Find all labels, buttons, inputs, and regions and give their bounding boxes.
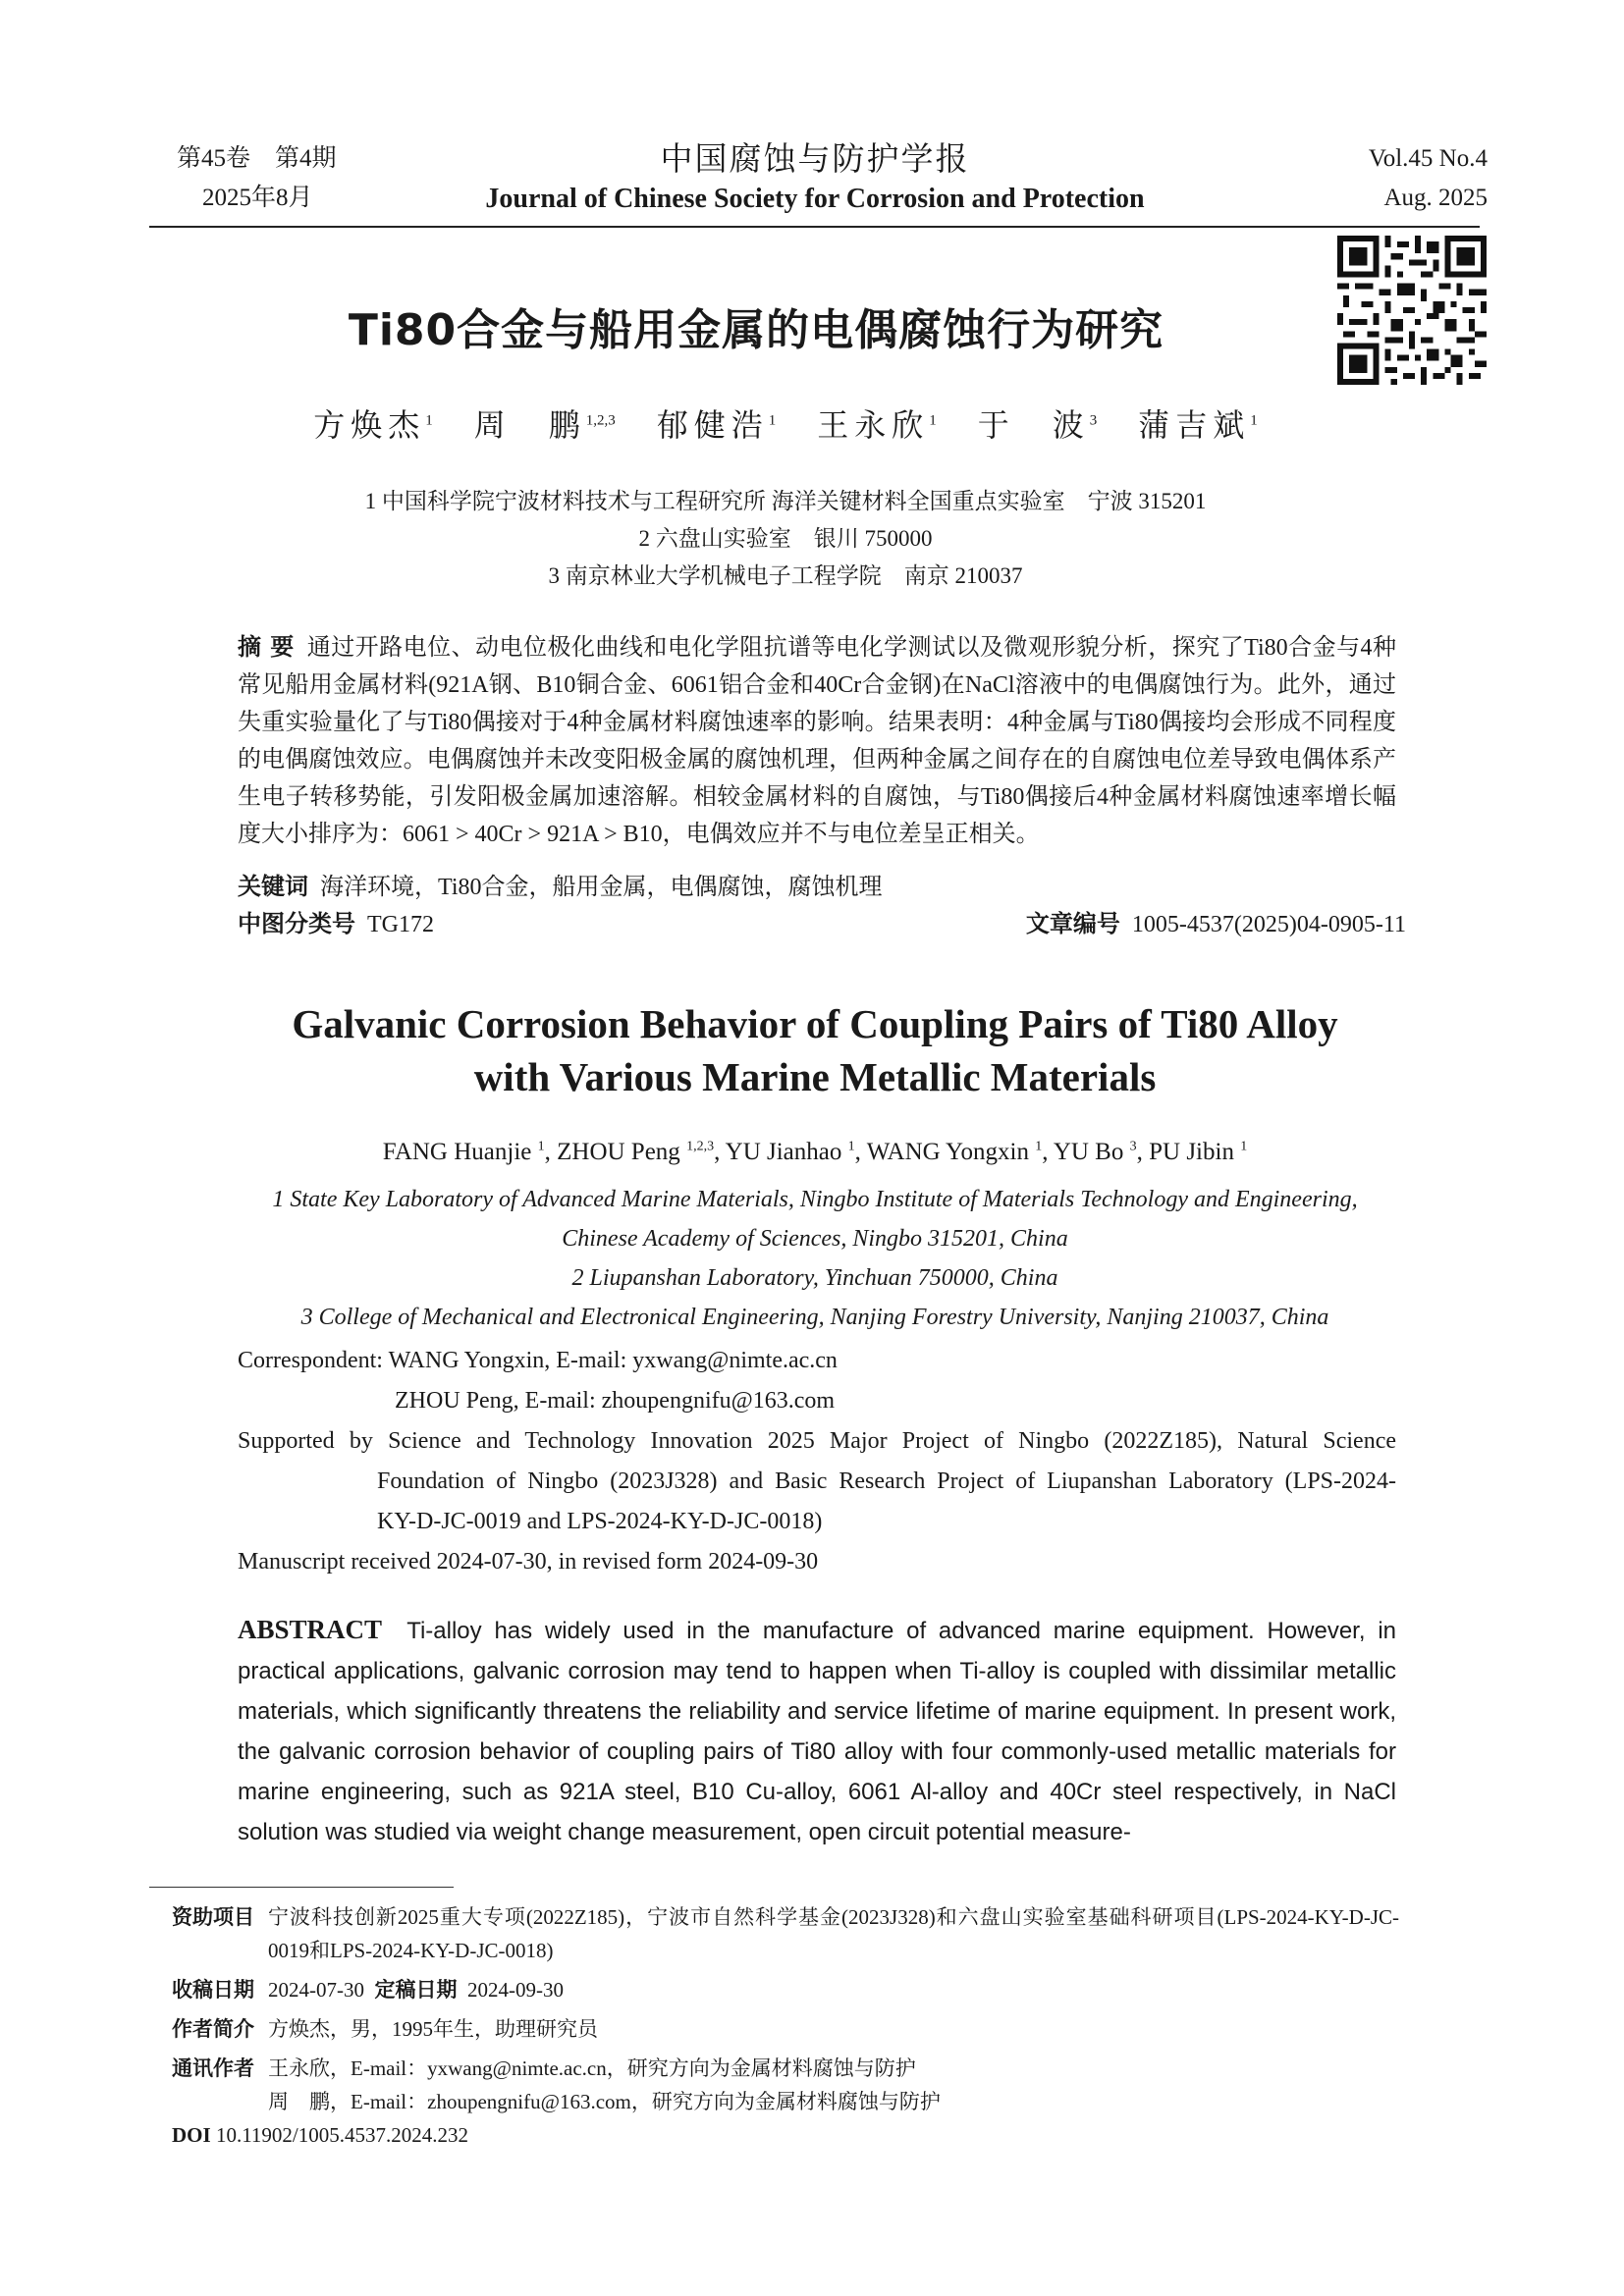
footnote-funding: [172, 1900, 1399, 1967]
date-cn: 2025年8月: [202, 185, 313, 211]
volume-issue-en: Vol.45 No.4: [1368, 145, 1488, 172]
corresponding-line: 王永欣，E-mail：yxwang@nimte.ac.cn，研究方向为金属材料腐蚀与防护: [268, 2056, 916, 2080]
affiliation-en: 3 College of Mechanical and Electronical Engineering, Nanjing Forestry University, Nanjing 210037, China: [300, 1305, 1329, 1330]
article-number-row: [994, 905, 1406, 943]
supported-by-line: Foundation of Ningbo (2023J328) and Basic Research Project of Liupanshan Laboratory (LPS-2024-: [377, 1468, 1396, 1494]
correspondent-line: WANG Yongxin, E-mail: yxwang@nimte.ac.cn: [388, 1348, 838, 1373]
title-en-line: Galvanic Corrosion Behavior of Coupling Pairs of Ti80 Alloy: [292, 1001, 1338, 1046]
supported-by-line: Science and Technology Innovation 2025 Major Project of Ningbo (2022Z185), Natural Science: [388, 1428, 1397, 1454]
title-en-line: with Various Marine Metallic Materials: [473, 1054, 1157, 1099]
journal-name-cn: 中国腐蚀与防护学报: [660, 142, 970, 178]
author-en: YU Jianhao $^1$: [725, 1139, 855, 1165]
title-en: [147, 997, 1483, 1103]
date-en: Aug. 2025: [1383, 185, 1488, 211]
header-center: [422, 133, 1208, 215]
doi-value: 10.11902/1005.4537.2024.232: [215, 2123, 468, 2147]
affiliation-cn: 1 中国科学院宁波材料技术与工程研究所 海洋关键材料全国重点实验室 宁波 315201: [364, 489, 1207, 513]
correspondent-block: [238, 1341, 1396, 1421]
footnote-author: [172, 2012, 1399, 2046]
corresponding-label: 通讯作者: [172, 2056, 254, 2080]
classification-label: 中图分类号: [238, 910, 355, 937]
affiliation-cn: 2 六盘山实验室 银川 750000: [638, 526, 933, 551]
keywords-cn-label: 关键词: [238, 873, 308, 900]
abstract-cn-text: 通过开路电位、动电位极化曲线和电化学阻抗谱等电化学测试以及微观形貌分析，探究了Ti80合金与4种常见船用金属材料(921A钢、B10铜合金、6061铝合金和40Cr合金钢)在NaCl溶液中的电偶腐蚀行为。此外，通过失重实验量化了与Ti80偶接对于4种金属材料腐蚀速率的影响。结果表明：4种金属与Ti80偶接均会形成不同程度的电偶腐蚀效应。电偶腐蚀并未改变阳极金属的腐蚀机理，但两种金属之间存在的自腐蚀电位差导致电偶体系产生电子转移势能，引发阳极金属加速溶解。相较金属材料的自腐蚀，与Ti80偶接后4种金属材料腐蚀速率增长幅度大小排序为：6061 > 40Cr > 921A > B10，电偶效应并不与电位差呈正相关。: [238, 635, 1397, 847]
correspondent-line: ZHOU Peng, E-mail: zhoupengnifu@163.com: [395, 1388, 836, 1414]
author-en: ZHOU Peng $^{1,2,3}$: [557, 1139, 715, 1165]
header-right: [1276, 139, 1488, 218]
keywords-cn: [238, 868, 1396, 906]
article-number-label: 文章编号: [1025, 910, 1120, 937]
correspondent-label: Correspondent:: [238, 1348, 383, 1373]
author-cn: 王永欣$^1$: [817, 407, 937, 443]
author-bio-label: 作者简介: [172, 2017, 254, 2041]
author-en: PU Jibin $^1$: [1149, 1139, 1248, 1165]
affiliations-cn: [226, 483, 1345, 595]
received-value: 2024-07-30: [268, 1978, 364, 2002]
corresponding-line: 周 鹏，E-mail：zhoupengnifu@163.com，研究方向为金属材料腐蚀与防护: [268, 2090, 941, 2113]
qr-code: [1337, 236, 1487, 385]
funding-label: 资助项目: [172, 1905, 254, 1929]
author-en: WANG Yongxin $^1$: [866, 1139, 1043, 1165]
journal-name-en: Journal of Chinese Society for Corrosion and Protection: [485, 184, 1145, 214]
abstract-en-label: ABSTRACT: [238, 1615, 383, 1644]
final-label: 定稿日期: [374, 1978, 458, 2002]
affiliation-cn: 3 南京林业大学机械电子工程学院 南京 210037: [548, 563, 1023, 588]
supported-by-label: Supported by: [238, 1428, 373, 1454]
author-cn: 于 波$^3$: [977, 407, 1098, 443]
author-en: YU Bo $^3$: [1053, 1139, 1137, 1165]
author-en: FANG Huanjie $^1$: [382, 1139, 545, 1165]
keywords-cn-text: 海洋环境，Ti80合金，船用金属，电偶腐蚀，腐蚀机理: [320, 875, 883, 900]
affiliation-en: 1 State Key Laboratory of Advanced Marine Materials, Ningbo Institute of Materials Technology and Engineering,: [272, 1187, 1358, 1212]
final-value: 2024-09-30: [467, 1978, 564, 2002]
funding-text: 宁波科技创新2025重大专项(2022Z185)，宁波市自然科学基金(2023J328)和六盘山实验室基础科研项目(LPS-2024-KY-D-JC-0019和LPS-2024-KY-D-JC-0018): [268, 1905, 1399, 1962]
doi-label: DOI: [172, 2123, 211, 2147]
supported-by-block: [238, 1421, 1396, 1542]
author-cn: 方焕杰$^1$: [313, 407, 433, 443]
manuscript-dates: Manuscript received 2024-07-30, in revised form 2024-09-30: [238, 1549, 819, 1575]
affiliations-en: [147, 1180, 1483, 1337]
author-bio-value: 方焕杰，男，1995年生，助理研究员: [268, 2017, 598, 2041]
footnote-doi: [172, 2118, 1399, 2152]
footnote-corresponding: [172, 2052, 1399, 2118]
received-label: 收稿日期: [172, 1978, 254, 2002]
footnote-rule: [149, 1887, 454, 1888]
supported-by-line: KY-D-JC-0019 and LPS-2024-KY-D-JC-0018): [377, 1509, 823, 1534]
author-cn: 郁健浩$^1$: [656, 407, 777, 443]
abstract-en-text: Ti-alloy has widely used in the manufacture of advanced marine equipment. However, in practical applications, galvanic corrosion may tend to happen when Ti-alloy is coupled with dissimilar metallic materials, which significantly threatens the reliability and service lifetime of marine equipment. In present work, the galvanic corrosion behavior of coupling pairs of Ti80 alloy with four commonly-used metallic materials for marine engineering, such as 921A steel, B10 Cu-alloy, 6061 Al-alloy and 40Cr steel respectively, in NaCl solution was studied via weight change measurement, open circuit potential measure-: [238, 1618, 1396, 1845]
volume-issue-cn: 第45卷 第4期: [177, 145, 337, 172]
affiliation-en: Chinese Academy of Sciences, Ningbo 315201, China: [562, 1226, 1068, 1252]
header-left: [177, 139, 393, 218]
article-number-value: 1005-4537(2025)04-0905-11: [1131, 912, 1406, 937]
abstract-en: [238, 1610, 1396, 1852]
header-rule: [149, 226, 1480, 228]
classification-value: TG172: [367, 912, 434, 937]
abstract-cn: [238, 628, 1396, 853]
author-cn: 蒲吉斌$^1$: [1138, 407, 1258, 443]
abstract-cn-label: 摘 要: [238, 633, 295, 661]
footnotes: [172, 1900, 1399, 2152]
affiliation-en: 2 Liupanshan Laboratory, Yinchuan 750000, China: [571, 1265, 1058, 1291]
title-cn: Ti80合金与船用金属的电偶腐蚀行为研究: [348, 305, 1164, 355]
authors-en: FANG Huanjie $^1$, ZHOU Peng $^{1,2,3}$, YU Jianhao $^1$, WANG Yongxin $^1$, YU Bo $^3$, PU Jibin $^1$: [382, 1139, 1248, 1165]
authors-cn: [226, 400, 1345, 446]
footnote-dates: [172, 1973, 1399, 2006]
author-cn: 周 鹏$^{1,2,3}$: [473, 407, 616, 443]
